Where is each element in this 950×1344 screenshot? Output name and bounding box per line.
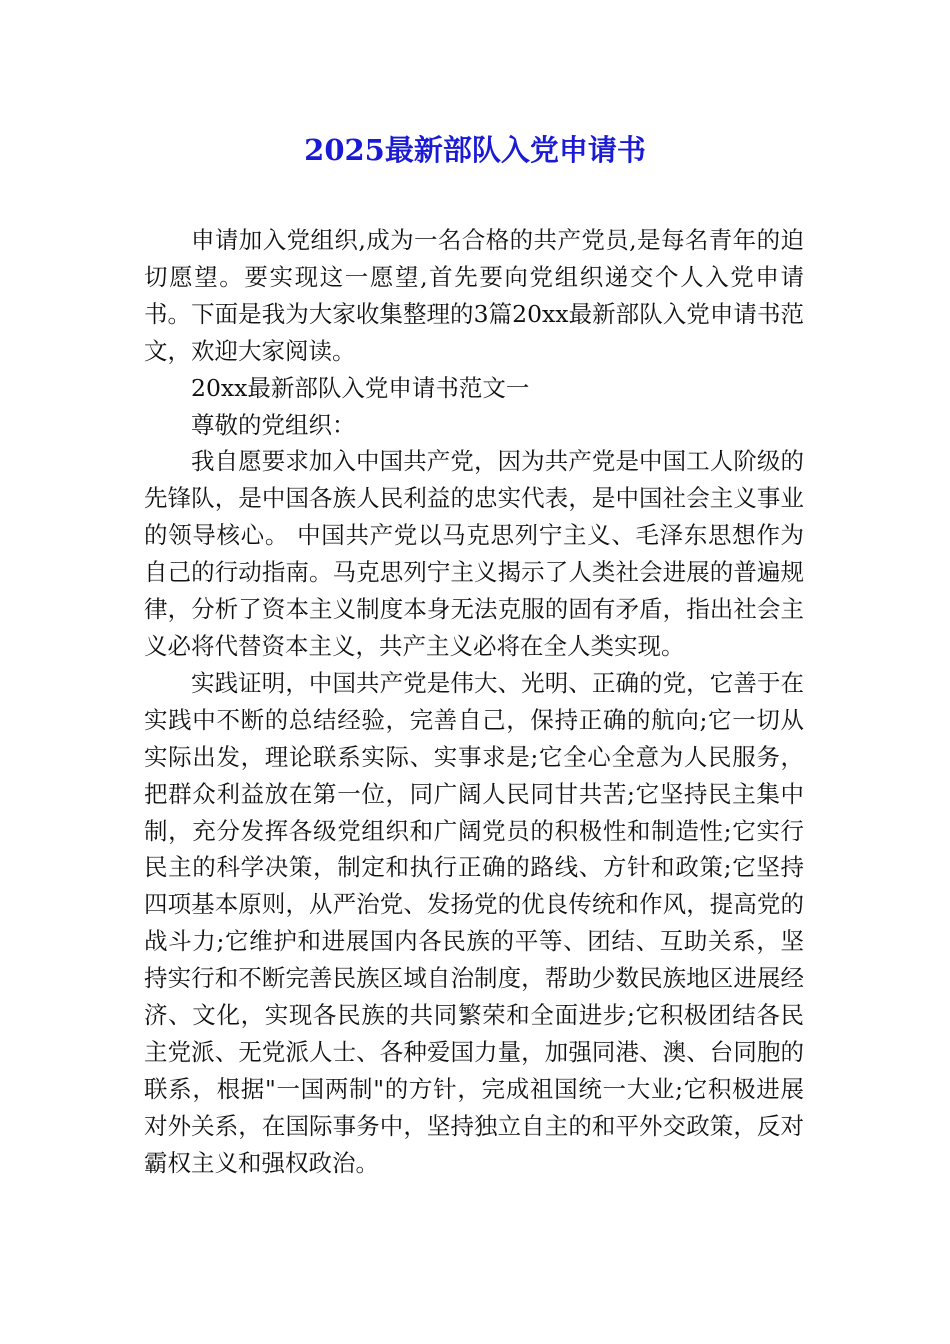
body-paragraph: 实践证明，中国共产党是伟大、光明、正确的党，它善于在实践中不断的总结经验，完善自己，保持正确的航向;它一切从实际出发，理论联系实际、实事求是;它全心全意为人民服务，把群众利益放在第一位，同广阔人民同甘共苦;它坚持民主集中制，充分发挥各级党组织和广阔党员的积极性和制造性;它实行民主的科学决策，制定和执行正确的路线、方针和政策;它坚持四项基本原则，从严治党、发扬党的优良传统和作风，提高党的战斗力;它维护和进展国内各民族的平等、团结、互助关系，坚持实行和不断完善民族区域自治制度，帮助少数民族地区进展经济、文化，实现各民族的共同繁荣和全面进步;它积极团结各民主党派、无党派人士、各种爱国力量，加强同港、澳、台同胞的联系，根据"一国两制"的方针，完成祖国统一大业;它积极进展对外关系，在国际事务中，坚持独立自主的和平外交政策，反对霸权主义和强权政治。 xyxy=(144,668,804,1177)
document-body xyxy=(144,222,804,1182)
document-title: 2025最新部队入党申请书 xyxy=(304,133,646,167)
salutation: 尊敬的党组织： xyxy=(191,410,356,439)
section-heading: 20xx最新部队入党申请书范文一 xyxy=(191,373,530,402)
intro-paragraph: 申请加入党组织,成为一名合格的共产党员,是每名青年的迫切愿望。要实现这一愿望,首先要向党组织递交个人入党申请书。下面是我为大家收集整理的3篇20xx最新部队入党申请书范文，欢迎大家阅读。 xyxy=(144,226,804,365)
body-paragraph: 我自愿要求加入中国共产党，因为共产党是中国工人阶级的先锋队，是中国各族人民利益的忠实代表，是中国社会主义事业的领导核心。 中国共产党以马克思列宁主义、毛泽东思想作为自己的行动指南。马克思列宁主义揭示了人类社会进展的普遍规律，分析了资本主义制度本身无法克服的固有矛盾，指出社会主义必将代替资本主义，共产主义必将在全人类实现。 xyxy=(144,447,804,660)
